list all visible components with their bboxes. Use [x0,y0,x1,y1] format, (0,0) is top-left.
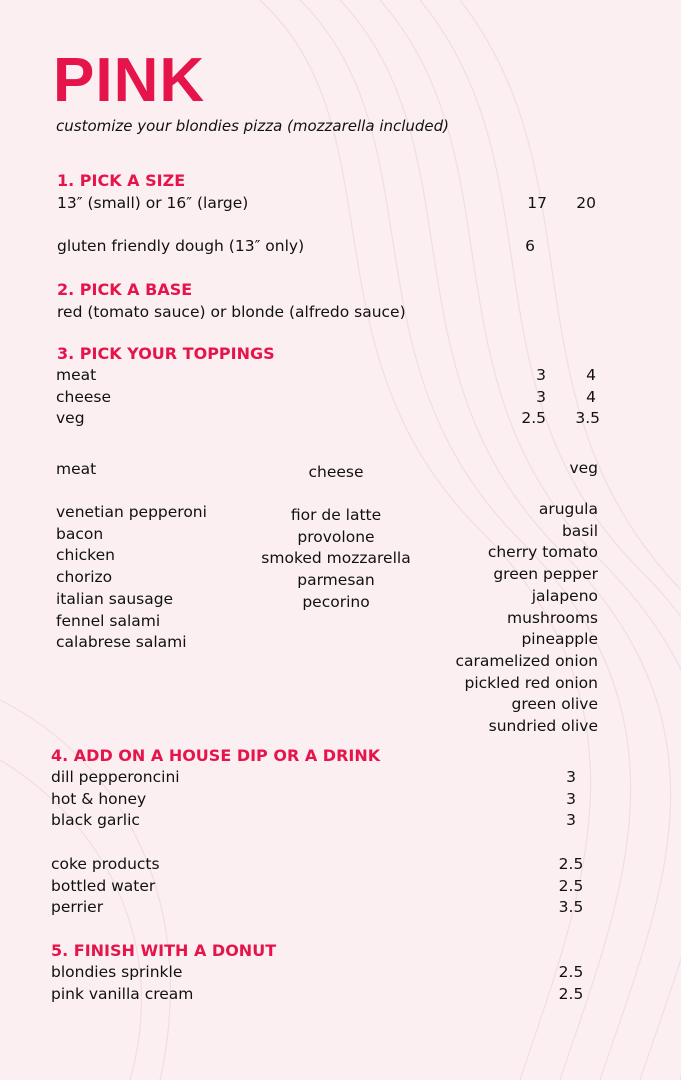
menu-subtitle: customize your blondies pizza (mozzarella included) [56,117,450,135]
dip-price: 3 [566,789,576,808]
topping-price-small: 3 [536,387,546,406]
drink-price: 2.5 [558,876,584,895]
topping-price-list [56,365,600,430]
donut-row [51,962,591,984]
dip-label: black garlic [51,811,140,830]
drink-label: coke products [51,855,160,873]
meat-item: chicken [56,546,115,565]
veg-item: mushrooms [507,608,598,627]
topping-price-row [56,387,600,409]
drink-price: 3.5 [558,898,584,917]
donut-list [51,962,591,1005]
cheese-item: provolone [297,527,375,546]
dip-row [51,810,591,832]
size-price-large: 20 [576,194,596,212]
cheese-list [246,505,426,614]
base-item-label: red (tomato sauce) or blonde (alfredo sauce) [57,303,406,321]
section-heading-donut: 5. FINISH WITH A DONUT [51,941,277,960]
veg-item: sundried olive [488,717,598,736]
donut-row [51,984,591,1006]
topping-price-large: 4 [586,366,596,384]
meat-column-heading: meat [56,460,97,478]
veg-item: cherry tomato [487,543,598,562]
cheese-item: smoked mozzarella [261,549,411,568]
topping-price-row [56,408,600,430]
veg-column-heading: veg [569,459,598,477]
donut-label: pink vanilla cream [51,984,194,1003]
meat-item: venetian pepperoni [56,503,207,521]
topping-price-label: cheese [56,387,112,406]
section-heading-base: 2. PICK A BASE [57,280,193,299]
donut-price: 2.5 [558,984,584,1003]
size-price-small: 17 [527,194,547,212]
topping-price-label: veg [56,409,85,428]
topping-price-small: 2.5 [521,409,546,428]
drink-list [51,854,591,919]
veg-item: green olive [511,695,598,714]
drink-label: perrier [51,898,104,917]
dip-row [51,789,591,811]
donut-label: blondies sprinkle [51,963,183,981]
donut-price: 2.5 [558,963,584,981]
dip-price: 3 [566,811,576,830]
dip-list [51,767,591,832]
veg-item: pickled red onion [464,673,598,692]
cheese-column-heading: cheese [308,463,364,481]
meat-item: calabrese salami [56,633,187,652]
section-heading-toppings: 3. PICK YOUR TOPPINGS [57,344,275,363]
drink-row [51,854,591,876]
drink-label: bottled water [51,876,156,895]
dip-row [51,767,591,789]
drink-row [51,897,591,919]
topping-price-row [56,365,600,387]
section-heading-size: 1. PICK A SIZE [57,171,186,190]
topping-price-small: 3 [536,366,546,384]
meat-item: fennel salami [56,611,161,630]
veg-item: arugula [538,500,598,518]
topping-price-large: 3.5 [575,409,600,428]
cheese-item: parmesan [297,571,375,590]
topping-price-large: 4 [586,387,596,406]
dip-label: hot & honey [51,789,147,808]
drink-price: 2.5 [558,855,584,873]
veg-item: green pepper [493,565,598,584]
cheese-item: pecorino [302,592,370,611]
size-item-label: 13″ (small) or 16″ (large) [57,194,249,212]
veg-item: jalapeno [531,586,598,605]
cheese-item: fior de latte [290,506,382,524]
meat-item: chorizo [56,568,113,587]
dip-price: 3 [566,768,576,786]
drink-row [51,876,591,898]
veg-item: pineapple [521,630,598,649]
meat-item: bacon [56,524,104,543]
gluten-friendly-price: 6 [525,237,535,255]
topping-price-label: meat [56,366,97,384]
veg-item: caramelized onion [455,651,598,670]
section-heading-addons: 4. ADD ON A HOUSE DIP OR A DRINK [51,746,381,765]
gluten-friendly-label: gluten friendly dough (13″ only) [57,237,305,255]
veg-list [418,499,598,738]
menu-title: PINK [53,46,206,115]
meat-list [56,502,207,654]
veg-item: basil [561,521,598,540]
meat-item: italian sausage [56,589,174,608]
dip-label: dill pepperoncini [51,768,180,786]
